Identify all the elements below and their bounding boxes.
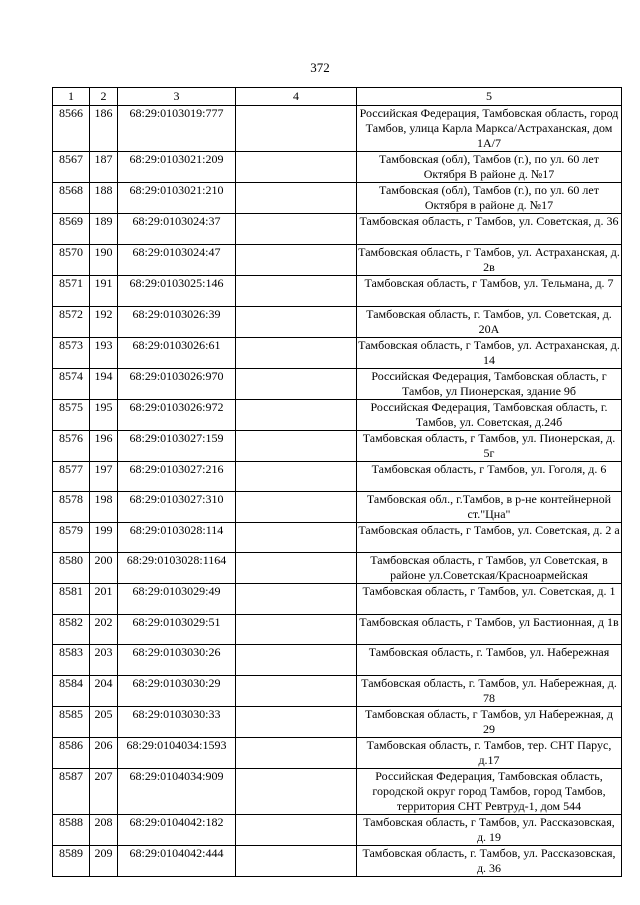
address-cell: Тамбовская (обл), Тамбов (г.), по ул. 60 лет Октября в районе д. №17 [357, 183, 622, 214]
row-number-cell: 8577 [53, 462, 90, 492]
table-row [53, 431, 622, 462]
row-index-cell: 192 [90, 307, 118, 338]
table-row [53, 769, 622, 815]
table-row [53, 106, 622, 152]
row-number-cell: 8570 [53, 245, 90, 276]
registry-table [52, 87, 622, 877]
table-row [53, 369, 622, 400]
row-index-cell: 186 [90, 106, 118, 152]
address-cell: Российская Федерация, Тамбовская область, г Тамбов, ул Пионерская, здание 9б [357, 369, 622, 400]
empty-cell [236, 307, 357, 338]
row-number-cell: 8581 [53, 584, 90, 615]
column-header: 1 [53, 88, 90, 106]
table-row [53, 846, 622, 877]
row-number-cell: 8578 [53, 492, 90, 523]
address-cell: Тамбовская (обл), Тамбов (г.), по ул. 60 лет Октября В районе д. №17 [357, 152, 622, 183]
cadastral-number-cell: 68:29:0103028:114 [118, 523, 236, 553]
empty-cell [236, 523, 357, 553]
row-number-cell: 8588 [53, 815, 90, 846]
table-row [53, 462, 622, 492]
empty-cell [236, 400, 357, 431]
column-header: 5 [357, 88, 622, 106]
row-number-cell: 8580 [53, 553, 90, 584]
row-number-cell: 8573 [53, 338, 90, 369]
row-number-cell: 8582 [53, 615, 90, 645]
row-index-cell: 208 [90, 815, 118, 846]
row-index-cell: 195 [90, 400, 118, 431]
table-row [53, 738, 622, 769]
table-row [53, 214, 622, 245]
row-number-cell: 8576 [53, 431, 90, 462]
address-cell: Тамбовская область, г Тамбов, ул. Советская, д. 2 а [357, 523, 622, 553]
address-cell: Тамбовская область, г Тамбов, ул. Советская, д. 1 [357, 584, 622, 615]
cadastral-number-cell: 68:29:0103026:970 [118, 369, 236, 400]
table-row [53, 338, 622, 369]
row-index-cell: 199 [90, 523, 118, 553]
address-cell: Тамбовская область, г Тамбов, ул. Советская, д. 36 [357, 214, 622, 245]
row-index-cell: 189 [90, 214, 118, 245]
page-number: 372 [310, 60, 330, 75]
address-cell: Тамбовская область, г Тамбов, ул Бастионная, д 1в [357, 615, 622, 645]
row-number-cell: 8579 [53, 523, 90, 553]
row-index-cell: 204 [90, 676, 118, 707]
cadastral-number-cell: 68:29:0103027:310 [118, 492, 236, 523]
row-index-cell: 200 [90, 553, 118, 584]
row-number-cell: 8584 [53, 676, 90, 707]
empty-cell [236, 707, 357, 738]
table-row [53, 815, 622, 846]
address-cell: Тамбовская область, г. Тамбов, тер. СНТ Парус, д.17 [357, 738, 622, 769]
empty-cell [236, 615, 357, 645]
address-cell: Тамбовская область, г Тамбов, ул. Астраханская, д. 2в [358, 245, 620, 274]
cadastral-number-cell: 68:29:0103030:26 [118, 645, 236, 676]
cadastral-number-cell: 68:29:0103025:146 [118, 276, 236, 307]
empty-cell [236, 276, 357, 307]
cadastral-number-cell: 68:29:0103021:210 [118, 183, 236, 214]
address-cell: Тамбовская область, г Тамбов, ул. Гоголя, д. 6 [357, 462, 622, 492]
table-row [53, 707, 622, 738]
cadastral-number-cell: 68:29:0103030:29 [118, 676, 236, 707]
address-cell: Тамбовская область, г Тамбов, ул. Тельмана, д. 7 [357, 276, 622, 307]
empty-cell [236, 738, 357, 769]
address-cell: Тамбовская обл., г.Тамбов, в р-не контейнерной ст."Цна" [357, 492, 622, 523]
empty-cell [236, 553, 357, 584]
address-cell: Тамбовская область, г Тамбов, ул Набережная, д 29 [357, 707, 622, 738]
cadastral-number-cell: 68:29:0103027:216 [118, 462, 236, 492]
row-index-cell: 207 [90, 769, 118, 815]
empty-cell [236, 846, 357, 877]
row-number-cell: 8567 [53, 152, 90, 183]
address-cell: Российская Федерация, Тамбовская область, город Тамбов, улица Карла Маркса/Астраханская, дом 1А/7 [357, 106, 622, 152]
table-row [53, 492, 622, 523]
empty-cell [236, 369, 357, 400]
column-header: 4 [236, 88, 357, 106]
address-cell: Тамбовская область, г Тамбов, ул. Астраханская, д. 14 [358, 338, 620, 367]
empty-cell [236, 245, 357, 276]
empty-cell [236, 492, 357, 523]
row-number-cell: 8586 [53, 738, 90, 769]
row-number-cell: 8572 [53, 307, 90, 338]
row-index-cell: 209 [90, 846, 118, 877]
cadastral-number-cell: 68:29:0103021:209 [118, 152, 236, 183]
address-cell: Тамбовская область, г Тамбов, ул Советская, в районе ул.Советская/Красноармейская [357, 553, 622, 584]
row-index-cell: 196 [90, 431, 118, 462]
row-index-cell: 188 [90, 183, 118, 214]
row-index-cell: 190 [90, 245, 118, 276]
row-number-cell: 8569 [53, 214, 90, 245]
row-number-cell: 8574 [53, 369, 90, 400]
row-index-cell: 205 [90, 707, 118, 738]
table-row [53, 307, 622, 338]
table-row [53, 553, 622, 584]
address-cell: Тамбовская область, г. Тамбов, ул. Набережная [357, 645, 622, 676]
table-row [53, 183, 622, 214]
row-index-cell: 202 [90, 615, 118, 645]
column-header: 3 [118, 88, 236, 106]
cadastral-number-cell: 68:29:0104042:444 [118, 846, 236, 877]
cadastral-number-cell: 68:29:0103024:37 [118, 214, 236, 245]
address-cell: Тамбовская область, г. Тамбов, ул. Рассказовская, д. 36 [357, 846, 622, 877]
row-number-cell: 8571 [53, 276, 90, 307]
cadastral-number-cell: 68:29:0103030:33 [118, 707, 236, 738]
address-cell: Тамбовская область, г Тамбов, ул. Пионерская, д. 5г [357, 431, 622, 462]
address-cell: Тамбовская область, г. Тамбов, ул. Советская, д. 20А [357, 307, 622, 338]
cadastral-number-cell: 68:29:0103026:61 [118, 338, 236, 369]
row-number-cell: 8589 [53, 846, 90, 877]
cadastral-number-cell: 68:29:0103028:1164 [118, 553, 236, 584]
row-index-cell: 194 [90, 369, 118, 400]
table-row [53, 245, 622, 276]
cadastral-number-cell: 68:29:0104034:1593 [118, 738, 236, 769]
address-cell: Тамбовская область, г. Тамбов, ул. Набережная, д. 78 [357, 676, 622, 707]
row-number-cell: 8568 [53, 183, 90, 214]
row-number-cell: 8566 [53, 106, 90, 152]
row-index-cell: 203 [90, 645, 118, 676]
cadastral-number-cell: 68:29:0104034:909 [118, 769, 236, 815]
row-index-cell: 193 [90, 338, 118, 369]
table-row [53, 276, 622, 307]
row-number-cell: 8575 [53, 400, 90, 431]
cadastral-number-cell: 68:29:0104042:182 [118, 815, 236, 846]
empty-cell [236, 584, 357, 615]
table-row [53, 400, 622, 431]
empty-cell [236, 815, 357, 846]
address-cell: Российская Федерация, Тамбовская область, г. Тамбов, ул. Советская, д.24б [357, 400, 622, 431]
row-index-cell: 187 [90, 152, 118, 183]
empty-cell [236, 183, 357, 214]
row-number-cell: 8587 [53, 769, 90, 815]
cadastral-number-cell: 68:29:0103024:47 [118, 245, 236, 276]
row-index-cell: 191 [90, 276, 118, 307]
row-number-cell: 8585 [53, 707, 90, 738]
row-index-cell: 198 [90, 492, 118, 523]
empty-cell [236, 106, 357, 152]
cadastral-number-cell: 68:29:0103026:972 [118, 400, 236, 431]
empty-cell [236, 769, 357, 815]
table-header-row [53, 88, 622, 106]
column-header: 2 [90, 88, 118, 106]
cadastral-number-cell: 68:29:0103029:49 [118, 584, 236, 615]
table-row [53, 645, 622, 676]
address-cell: Тамбовская область, г Тамбов, ул. Рассказовская, д. 19 [357, 815, 622, 846]
table-row [53, 584, 622, 615]
cadastral-number-cell: 68:29:0103029:51 [118, 615, 236, 645]
empty-cell [236, 338, 357, 369]
empty-cell [236, 462, 357, 492]
table-row [53, 615, 622, 645]
table-row [53, 152, 622, 183]
table-body [53, 88, 622, 877]
empty-cell [236, 676, 357, 707]
table-row [53, 676, 622, 707]
address-cell: Российская Федерация, Тамбовская область, городской округ город Тамбов, город Тамбов, территория СНТ Ревтруд-1, дом 544 [357, 769, 622, 815]
empty-cell [236, 152, 357, 183]
cadastral-number-cell: 68:29:0103019:777 [118, 106, 236, 152]
empty-cell [236, 214, 357, 245]
empty-cell [236, 431, 357, 462]
table-row [53, 523, 622, 553]
cadastral-number-cell: 68:29:0103026:39 [118, 307, 236, 338]
row-index-cell: 206 [90, 738, 118, 769]
empty-cell [236, 645, 357, 676]
row-index-cell: 201 [90, 584, 118, 615]
row-number-cell: 8583 [53, 645, 90, 676]
cadastral-number-cell: 68:29:0103027:159 [118, 431, 236, 462]
row-index-cell: 197 [90, 462, 118, 492]
